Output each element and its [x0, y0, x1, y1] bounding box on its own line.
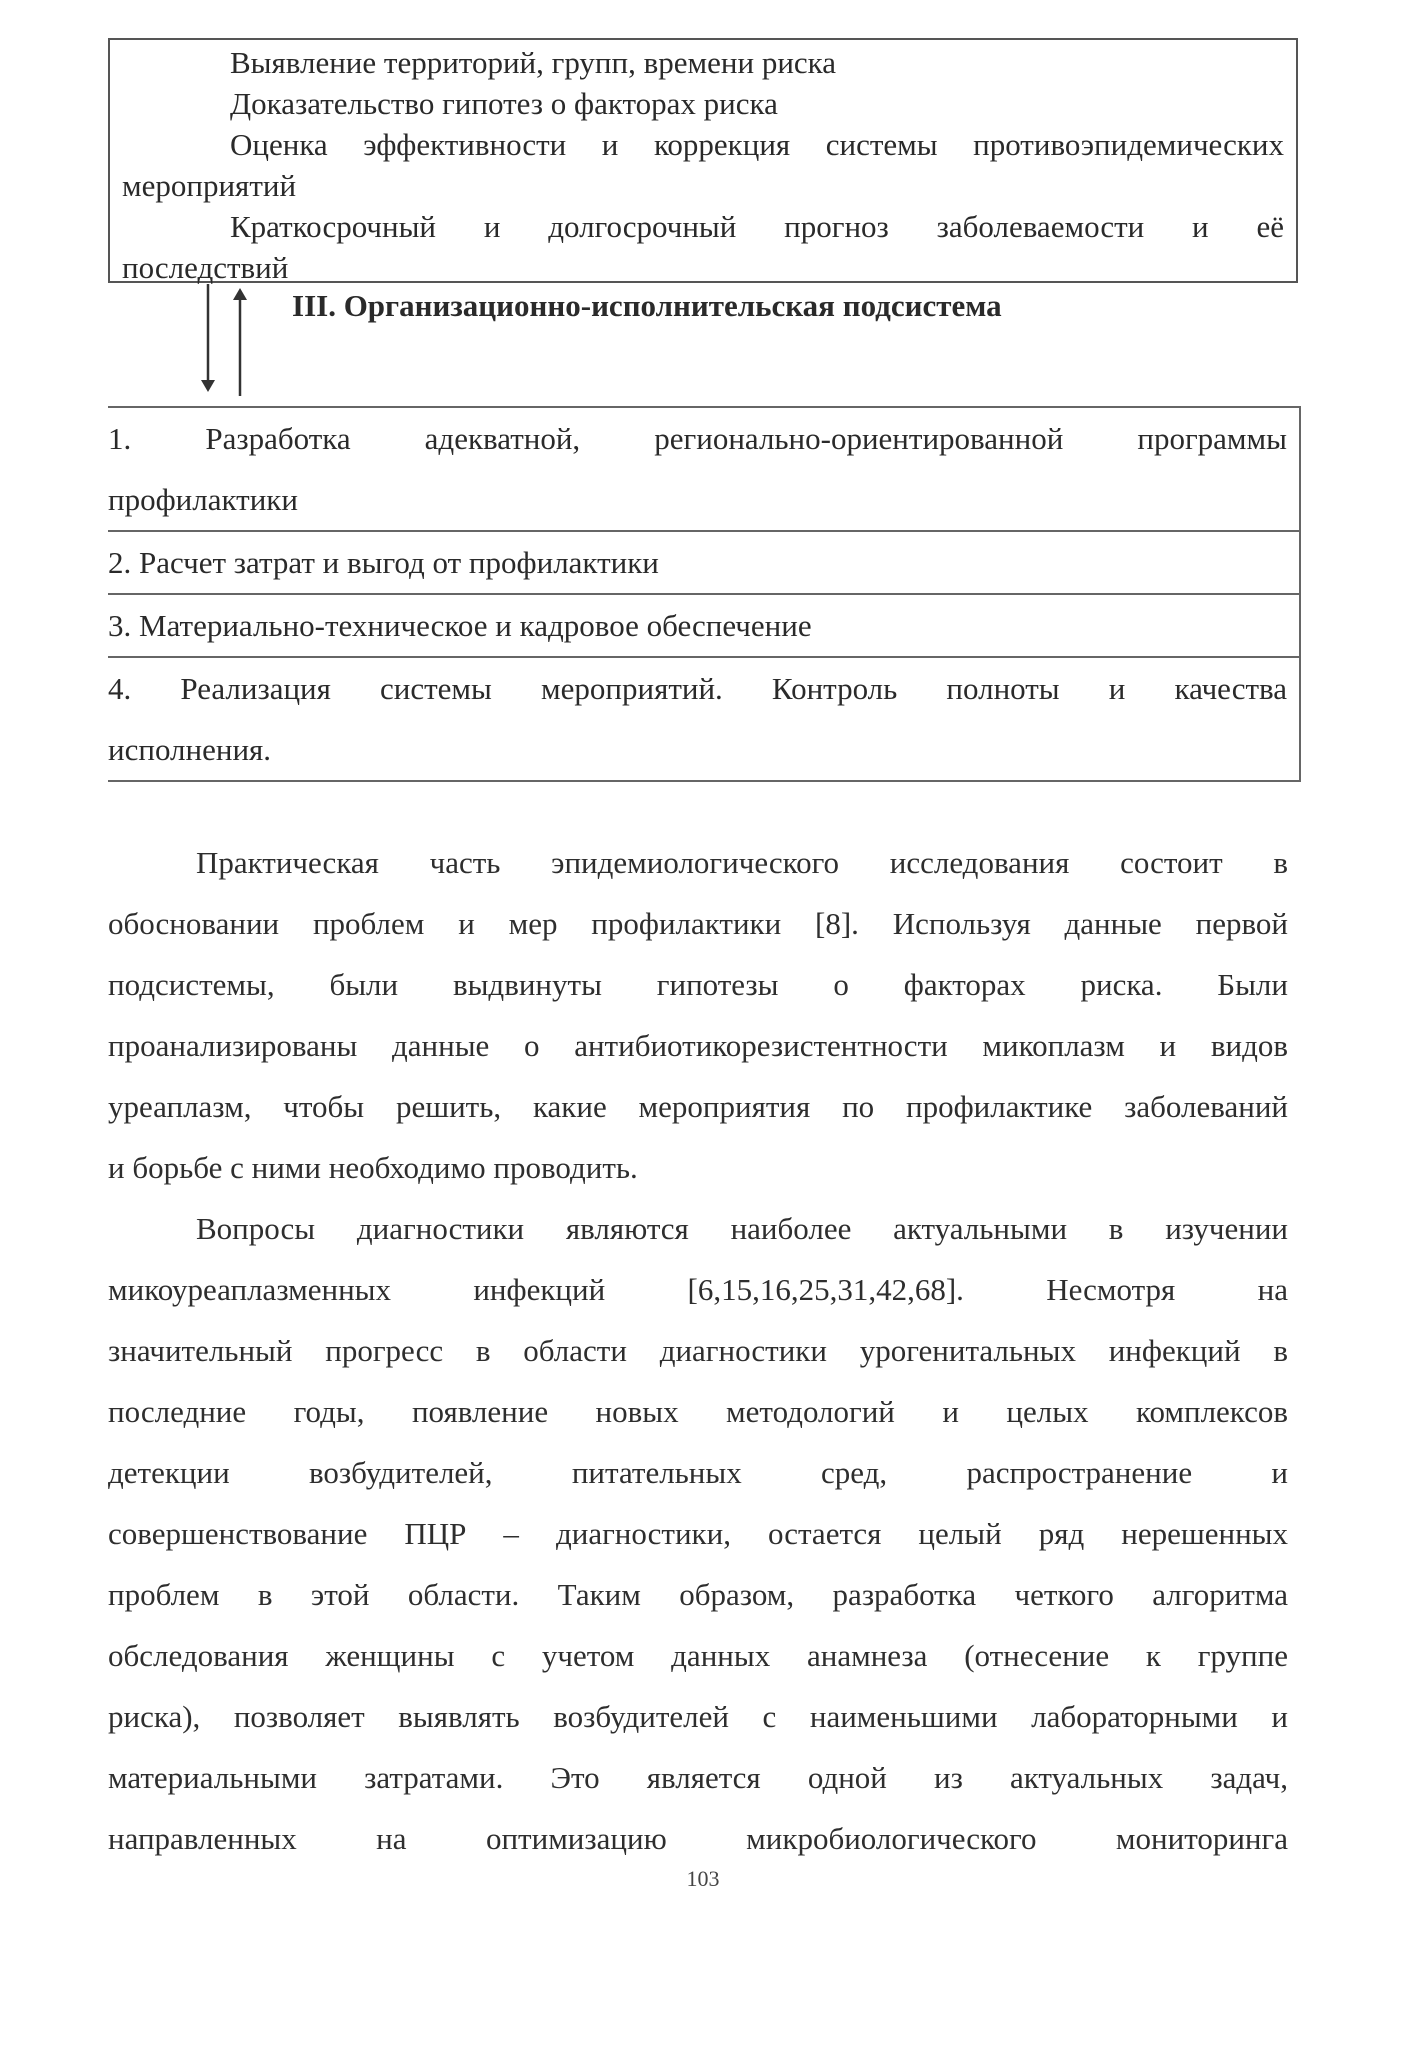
text-line: микоуреаплазменных инфекций [6,15,16,25,31,42,68]. Несмотря на	[108, 1272, 1288, 1307]
box-item-4: Краткосрочный и долгосрочный прогноз заболеваемости и её	[230, 209, 1284, 244]
risk-assessment-box	[108, 38, 1298, 283]
paragraph-diagnostics	[108, 1198, 1288, 1869]
text-line: уреаплазм, чтобы решить, какие мероприятия по профилактике заболеваний	[108, 1089, 1288, 1124]
list-item-text: 4. Реализация системы мероприятий. Контроль полноты и качества	[108, 671, 1287, 706]
text-line: риска), позволяет выявлять возбудителей с наименьшими лабораторными и	[108, 1699, 1288, 1734]
text-line: проанализированы данные о антибиотикорезистентности микоплазм и видов	[108, 1028, 1288, 1063]
text-line: и борьбе с ними необходимо проводить.	[108, 1150, 638, 1185]
page-number: 103	[686, 1866, 720, 1891]
body-text	[108, 832, 1288, 1869]
text-line: проблем в этой области. Таким образом, разработка четкого алгоритма	[108, 1577, 1288, 1612]
text-line: направленных на оптимизацию микробиологического мониторинга	[108, 1821, 1288, 1856]
text-line: значительный прогресс в области диагностики урогенитальных инфекций в	[108, 1333, 1288, 1368]
list-item	[108, 532, 1299, 595]
text-line: последние годы, появление новых методологий и целых комплексов	[108, 1394, 1288, 1429]
box-item-3-cont: мероприятий	[122, 168, 297, 203]
list-item	[108, 658, 1299, 782]
text-line: подсистемы, были выдвинуты гипотезы о факторах риска. Были	[108, 967, 1288, 1002]
subsystem-title: III. Организационно-исполнительская подсистема	[292, 288, 1002, 323]
bidirectional-arrows-icon	[190, 284, 260, 396]
text-line: Практическая часть эпидемиологического исследования состоит в	[196, 845, 1288, 880]
list-item-text: 1. Разработка адекватной, регионально-ориентированной программы	[108, 421, 1287, 456]
list-item-text-cont: исполнения.	[108, 732, 272, 767]
list-item-text-cont: профилактики	[108, 482, 298, 517]
list-item	[108, 408, 1299, 532]
text-line: детекции возбудителей, питательных сред, распространение и	[108, 1455, 1288, 1490]
box-item-1: Выявление территорий, групп, времени риска	[230, 45, 837, 80]
box-item-3: Оценка эффективности и коррекция системы противоэпидемических	[230, 127, 1284, 162]
text-line: обследования женщины с учетом данных анамнеза (отнесение к группе	[108, 1638, 1288, 1673]
text-line: совершенствование ПЦР – диагностики, остается целый ряд нерешенных	[108, 1516, 1288, 1551]
box-item-2: Доказательство гипотез о факторах риска	[230, 86, 778, 121]
text-line: Вопросы диагностики являются наиболее актуальными в изучении	[196, 1211, 1288, 1246]
text-line: обосновании проблем и мер профилактики [8]. Используя данные первой	[108, 906, 1288, 941]
box-item-4-cont: последствий	[122, 250, 289, 285]
paragraph-practical-part	[108, 832, 1288, 1198]
organizational-steps-list	[108, 406, 1301, 782]
list-item-text: 3. Материально-техническое и кадровое обеспечение	[108, 608, 812, 643]
list-item	[108, 595, 1299, 658]
text-line: материальными затратами. Это является одной из актуальных задач,	[108, 1760, 1288, 1795]
list-item-text: 2. Расчет затрат и выгод от профилактики	[108, 545, 659, 580]
